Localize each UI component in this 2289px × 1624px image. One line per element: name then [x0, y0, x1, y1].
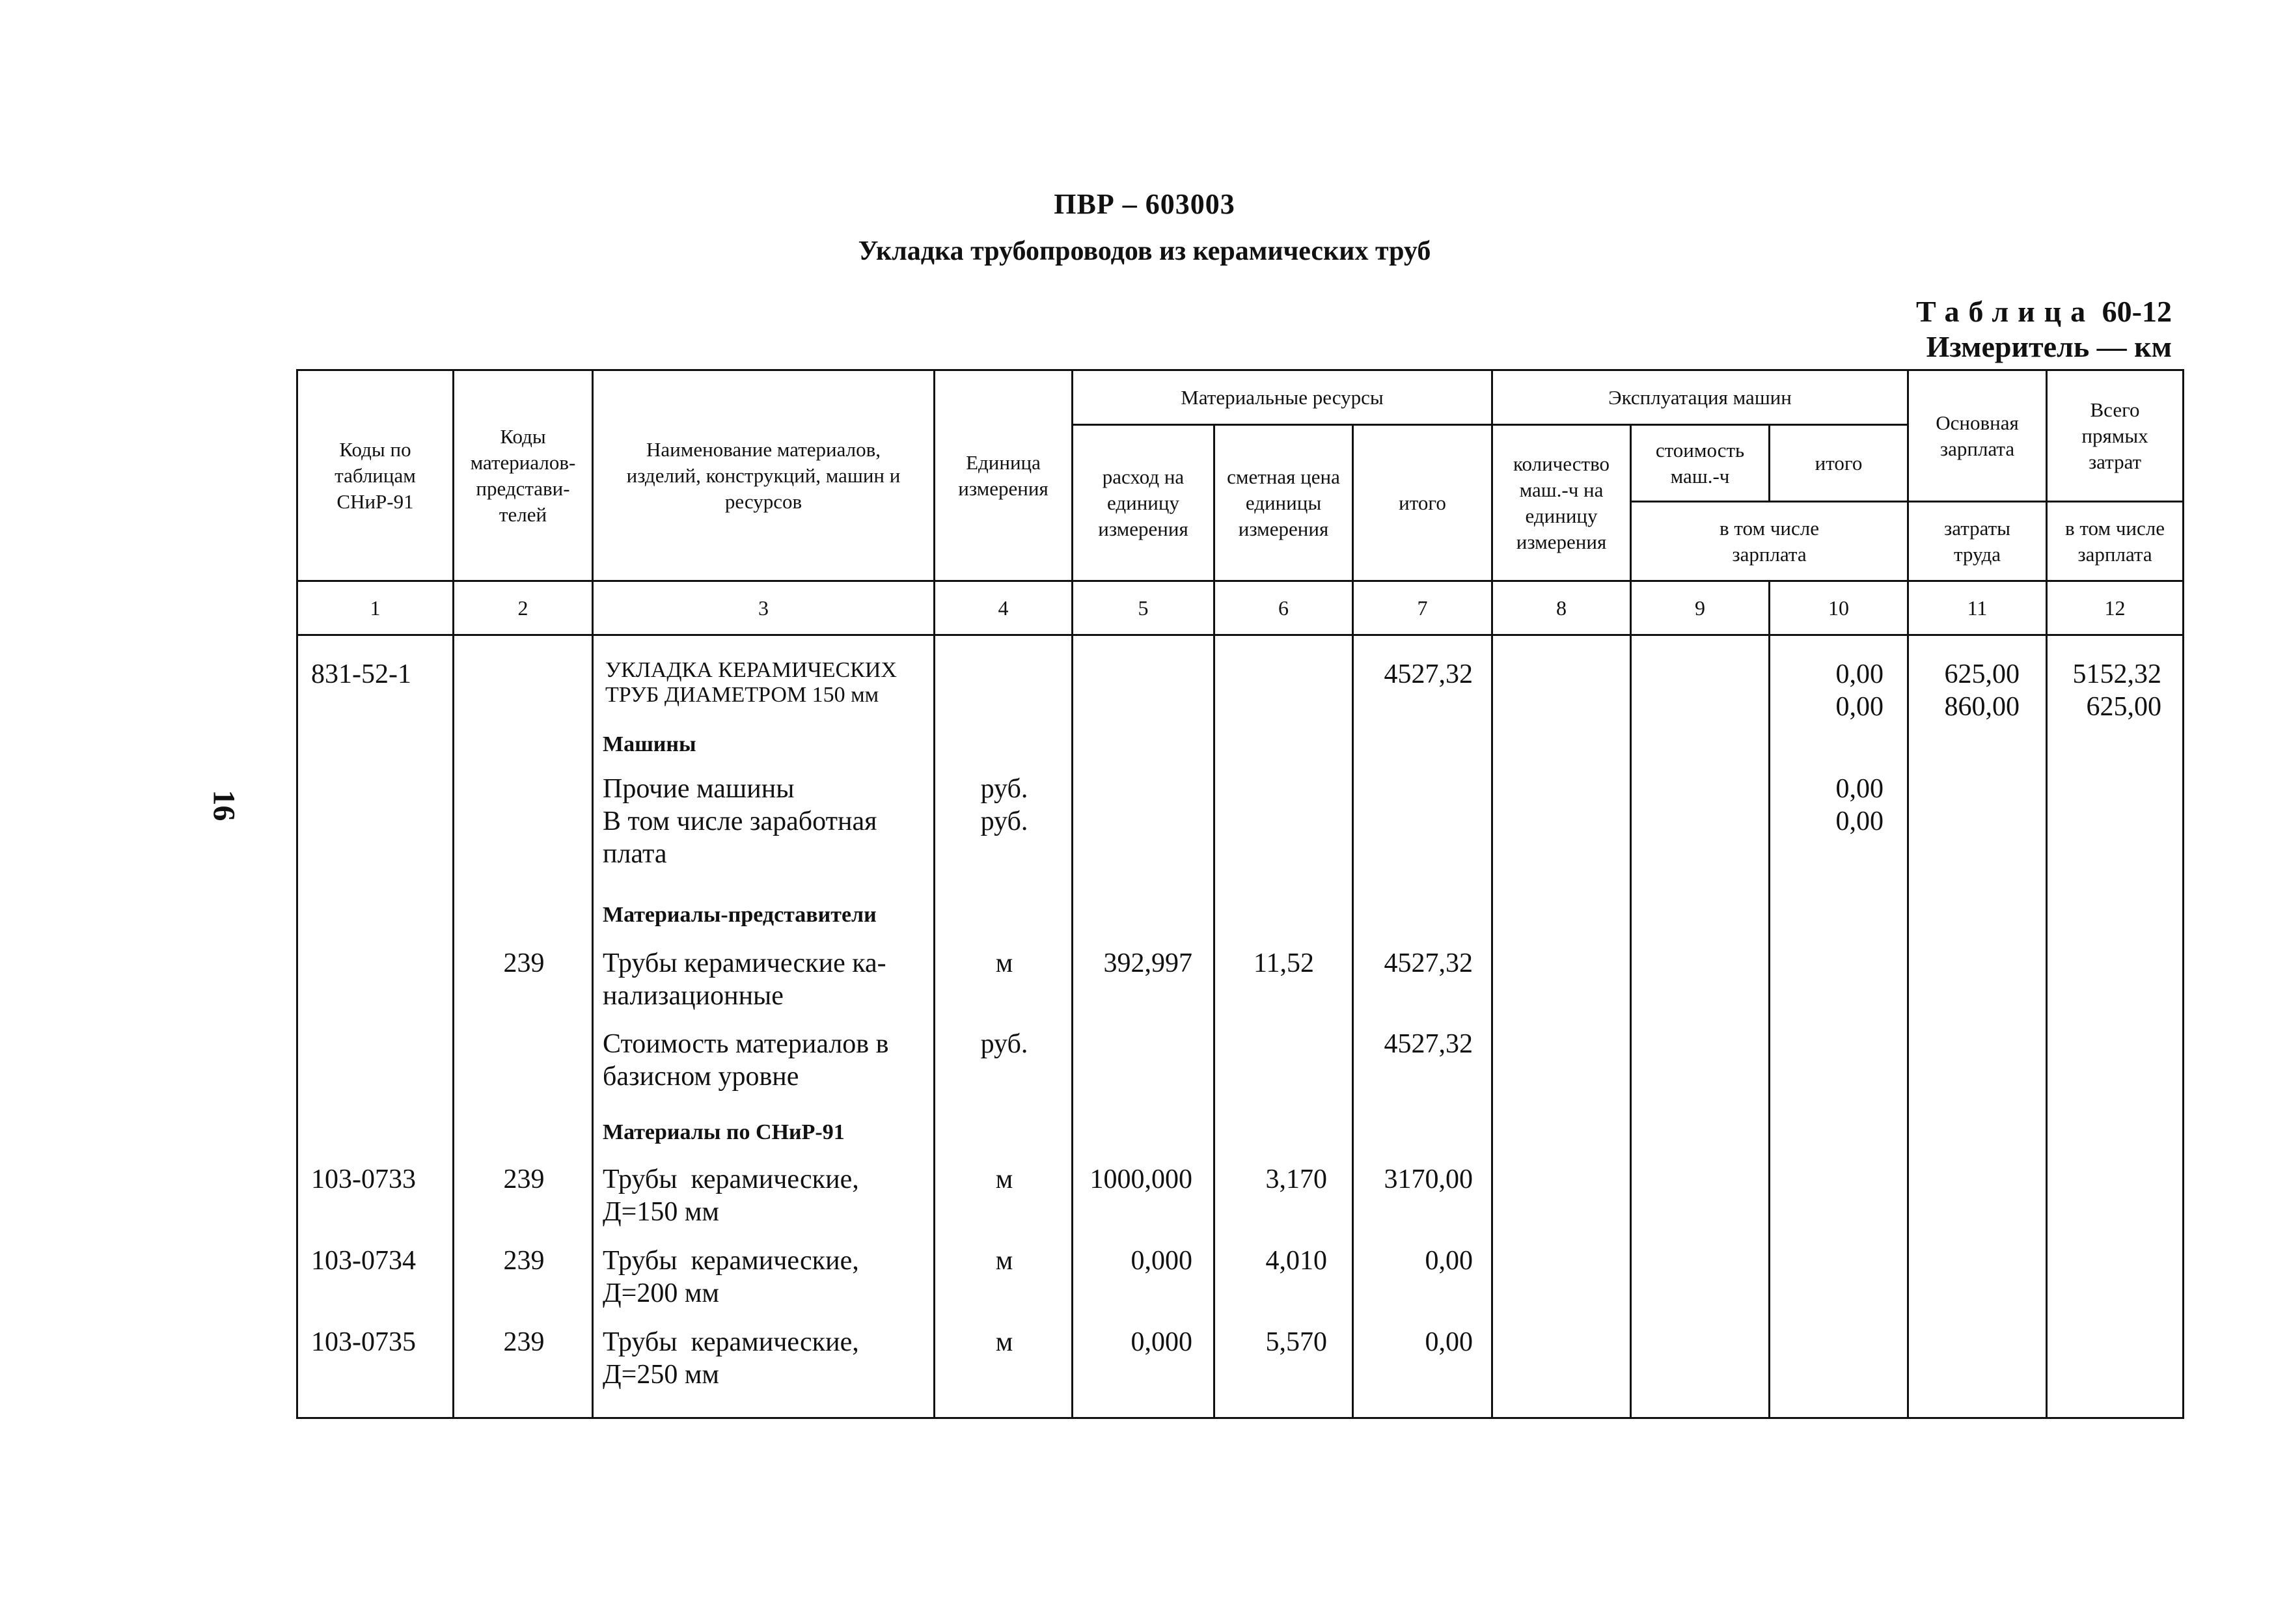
column-names: [593, 635, 935, 1418]
representative-code: 239: [503, 1164, 545, 1194]
materials-total-value: 4527,32: [1384, 948, 1473, 978]
materials-total-value: 3170,00: [1384, 1164, 1473, 1194]
rate-value: 0,000: [1131, 1246, 1192, 1276]
price-value: 4,010: [1265, 1246, 1327, 1276]
header-including-salary-total: в том числе зарплата: [2047, 502, 2184, 581]
column-number: 8: [1492, 581, 1631, 635]
column-number: 3: [593, 581, 935, 635]
table-number: 60-12: [2102, 295, 2172, 328]
column-number: 7: [1353, 581, 1492, 635]
column-units: [935, 635, 1073, 1418]
column-base-salary: [1908, 635, 2047, 1418]
column-number: 4: [935, 581, 1073, 635]
main-item-title: ТРУБ ДИАМЕТРОМ 150 мм: [605, 683, 879, 707]
header-machine-hour-cost: стоимость маш.-ч: [1631, 425, 1770, 502]
column-number: 11: [1908, 581, 2047, 635]
column-number: 10: [1770, 581, 1908, 635]
rate-value: 392,997: [1103, 948, 1192, 978]
table-caption: [1916, 294, 2172, 365]
main-item-title: УКЛАДКА КЕРАМИЧЕСКИХ: [605, 658, 897, 682]
snir-code: 103-0733: [311, 1164, 416, 1194]
column-machine-hours: [1492, 635, 1631, 1418]
header-unit: Единица измерения: [935, 370, 1073, 581]
machine-other: Прочие машины: [603, 774, 795, 804]
header-machine-hours: количество маш.-ч на единицу измерения: [1492, 425, 1631, 581]
column-number: 6: [1214, 581, 1353, 635]
machine-salary-label: плата: [603, 839, 667, 869]
header-material-resources: Материальные ресурсы: [1073, 370, 1492, 425]
snir-item-name: Д=150 мм: [603, 1197, 719, 1227]
resource-table: [296, 369, 2184, 1419]
materials-total-value: 4527,32: [1384, 659, 1473, 689]
header-codes-representatives: Коды материалов-представи-телей: [454, 370, 593, 581]
total-direct-value: 5152,32: [2072, 659, 2162, 689]
representative-name: нализационные: [603, 981, 784, 1011]
machines-total-value: 0,00: [1835, 774, 1884, 804]
price-value: 5,570: [1265, 1327, 1327, 1357]
machines-total-value: 0,00: [1835, 659, 1884, 689]
unit-value: м: [995, 1327, 1013, 1357]
column-number: 12: [2047, 581, 2184, 635]
rate-value: 1000,000: [1090, 1164, 1192, 1194]
base-cost-label: Стоимость материалов в: [603, 1029, 889, 1059]
representative-code: 239: [503, 1246, 545, 1276]
document-title: ПВР – 603003: [1054, 188, 1235, 220]
column-price: [1214, 635, 1353, 1418]
snir-code: 103-0735: [311, 1327, 416, 1357]
section-snir: Материалы по СНиР-91: [603, 1120, 845, 1144]
unit-value: руб.: [980, 774, 1028, 804]
price-value: 11,52: [1254, 948, 1314, 978]
section-representatives: Материалы-представители: [603, 903, 877, 927]
header-total-direct: Всего прямых затрат: [2047, 370, 2184, 502]
representative-name: Трубы керамические ка-: [603, 948, 886, 978]
snir-item-name: Трубы керамические,: [603, 1246, 859, 1276]
section-machines: Машины: [603, 732, 696, 756]
header-labor-costs: затраты труда: [1908, 502, 2047, 581]
header-base-salary: Основная зарплата: [1908, 370, 2047, 502]
rate-value: 0,000: [1131, 1327, 1192, 1357]
snir-item-name: Д=200 мм: [603, 1278, 719, 1308]
header-including-salary: в том числе зарплата: [1631, 502, 1908, 581]
header-unit-price: сметная цена единицы измерения: [1214, 425, 1353, 581]
column-total-direct: [2047, 635, 2184, 1418]
snir-item-name: Трубы керамические,: [603, 1327, 859, 1357]
column-codes-snir: [297, 635, 454, 1418]
column-machine-hour-cost: [1631, 635, 1770, 1418]
column-rate: [1073, 635, 1214, 1418]
column-number: 2: [454, 581, 593, 635]
price-value: 3,170: [1265, 1164, 1327, 1194]
main-code: 831-52-1: [311, 659, 411, 689]
unit-value: руб.: [980, 806, 1028, 836]
total-direct-salary-value: 625,00: [2086, 692, 2162, 722]
document-subtitle: Укладка трубопроводов из керамических труб: [858, 236, 1431, 266]
measure-unit: Измеритель — км: [1926, 330, 2172, 363]
snir-code: 103-0734: [311, 1246, 416, 1276]
representative-code: 239: [503, 948, 545, 978]
header-machine-operation: Эксплуатация машин: [1492, 370, 1908, 425]
materials-total-value: 4527,32: [1384, 1029, 1473, 1059]
header-rate-per-unit: расход на единицу измерения: [1073, 425, 1214, 581]
column-materials-total: [1353, 635, 1492, 1418]
unit-value: руб.: [980, 1029, 1028, 1059]
header-machines-total: итого: [1770, 425, 1908, 502]
column-number: 9: [1631, 581, 1770, 635]
materials-total-value: 0,00: [1425, 1246, 1473, 1276]
column-number: 1: [297, 581, 454, 635]
unit-value: м: [995, 1246, 1013, 1276]
header-name: Наименование материалов, изделий, конструкций, машин и ресурсов: [593, 370, 935, 581]
unit-value: м: [995, 948, 1013, 978]
machines-salary-value: 0,00: [1835, 806, 1884, 836]
machine-salary-label: В том числе заработная: [603, 806, 877, 836]
column-machines-total: [1770, 635, 1908, 1418]
column-codes-representatives: [454, 635, 593, 1418]
header-codes-snir: Коды по таблицам СНиР-91: [297, 370, 454, 581]
page-number: 16: [206, 790, 241, 821]
representative-code: 239: [503, 1327, 545, 1357]
labor-costs-value: 860,00: [1944, 692, 2020, 722]
machines-salary-value: 0,00: [1835, 692, 1884, 722]
snir-item-name: Трубы керамические,: [603, 1164, 859, 1194]
base-cost-label: базисном уровне: [603, 1062, 799, 1092]
table-label: Таблица: [1915, 295, 2095, 328]
column-number: 5: [1073, 581, 1214, 635]
unit-value: м: [995, 1164, 1013, 1194]
header-materials-total: итого: [1353, 425, 1492, 581]
materials-total-value: 0,00: [1425, 1327, 1473, 1357]
base-salary-value: 625,00: [1944, 659, 2020, 689]
snir-item-name: Д=250 мм: [603, 1360, 719, 1390]
